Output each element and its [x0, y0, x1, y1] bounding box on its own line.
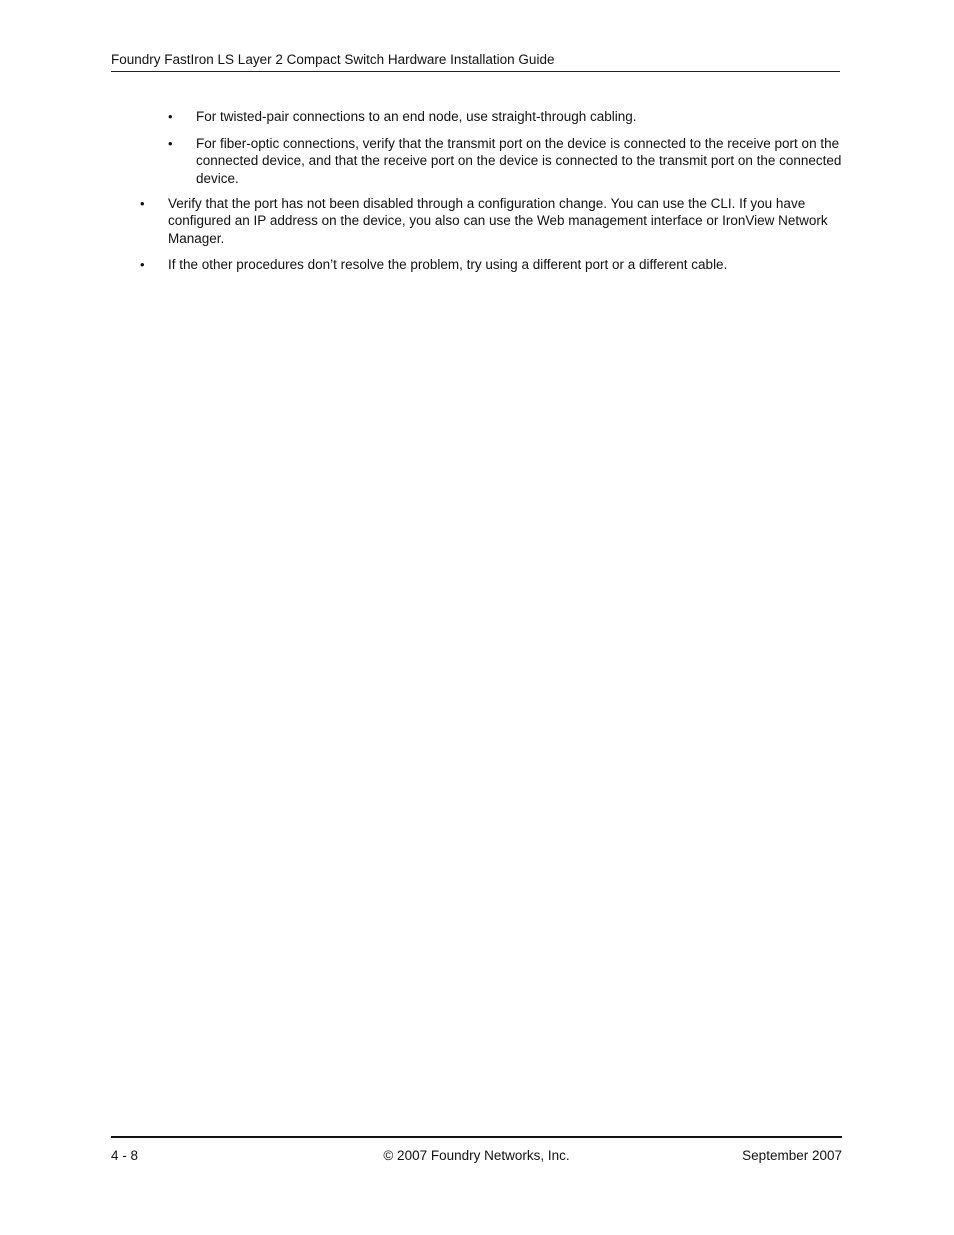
copyright-notice: © 2007 Foundry Networks, Inc.	[383, 1148, 570, 1163]
list-item	[168, 135, 846, 187]
publication-date: September 2007	[742, 1148, 842, 1163]
list-item-text: For twisted-pair connections to an end node, use straight-through cabling.	[196, 109, 637, 124]
list-item	[168, 108, 846, 125]
bullet-icon: •	[140, 257, 145, 272]
page-footer	[111, 1136, 842, 1163]
list-item-text: If the other procedures don’t resolve the problem, try using a different port or a different cable.	[168, 257, 728, 272]
bullet-icon: •	[168, 136, 173, 151]
document-title: Foundry FastIron LS Layer 2 Compact Switch Hardware Installation Guide	[111, 52, 555, 67]
list-item-text: Verify that the port has not been disabled through a configuration change. You can use the CLI. If you have configured an IP address on the device, you also can use the Web management interface or IronView Network Manager.	[168, 196, 828, 246]
page-number: 4 - 8	[111, 1148, 139, 1163]
list-item	[140, 256, 848, 273]
list-item	[140, 195, 848, 247]
bullet-icon: •	[168, 109, 173, 124]
page-header	[111, 52, 840, 72]
list-item-text: For fiber-optic connections, verify that the transmit port on the device is connected to the receive port on the connected device, and that the receive port on the device is connected to the transmit port on the connected device.	[196, 136, 842, 186]
bullet-icon: •	[140, 196, 145, 211]
